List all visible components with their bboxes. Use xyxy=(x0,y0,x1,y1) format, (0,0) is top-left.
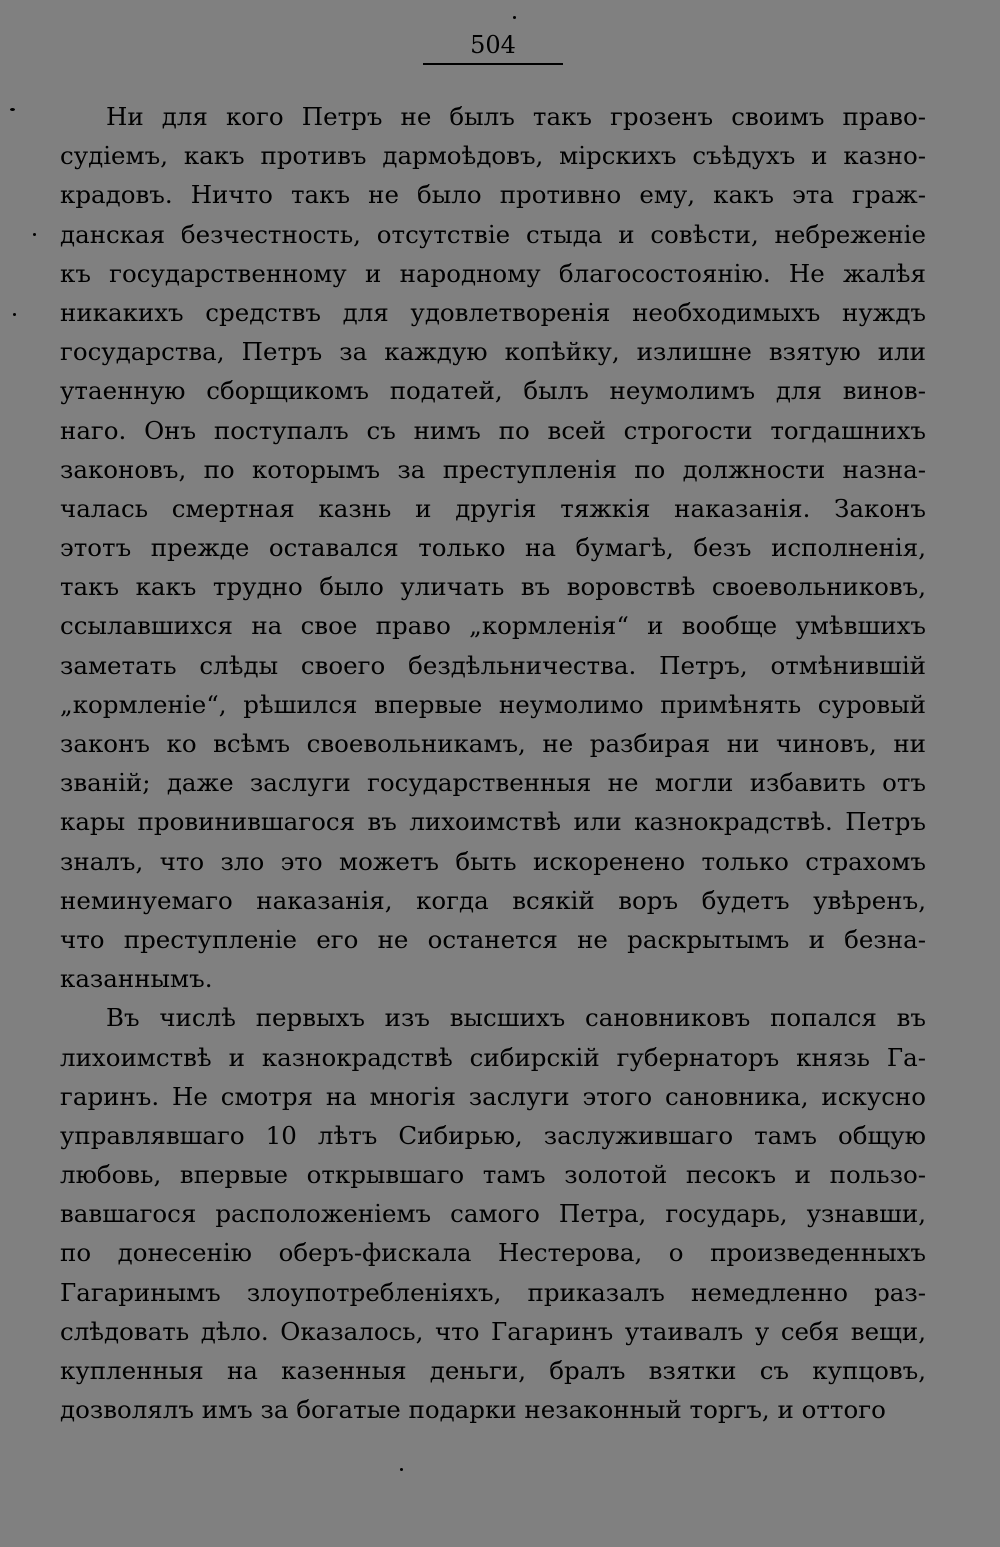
body-text xyxy=(60,97,926,1429)
text-line: заметать слѣды своего бездѣльничества. Петръ, отмѣнившій xyxy=(60,650,926,680)
text-line: вавшагося расположеніемъ самого Петра, государь, узнавши, xyxy=(60,1199,926,1229)
text-line: кары провинившагося въ лихоимствѣ или казнокрадствѣ. Петръ xyxy=(60,807,926,837)
text-line: что преступленіе его не останется не раскрытымъ и безна- xyxy=(60,924,926,954)
text-line: гаринъ. Не смотря на многія заслуги этого сановника, искусно xyxy=(60,1081,926,1111)
scan-speck xyxy=(13,313,16,316)
text-line: званій; даже заслуги государственныя не могли избавить отъ xyxy=(60,768,926,798)
text-line: утаенную сборщикомъ податей, былъ неумолимъ для винов- xyxy=(60,376,926,406)
text-line: судіемъ, какъ противъ дармоѣдовъ, мірскихъ съѣдухъ и казно- xyxy=(60,141,926,171)
text-line: крадовъ. Ничто такъ не было противно ему, какъ эта граж- xyxy=(60,180,926,210)
text-line: законовъ, по которымъ за преступленія по должности назна- xyxy=(60,454,926,484)
text-line: ссылавшихся на свое право „кормленія“ и вообще умѣвшихъ xyxy=(60,611,926,641)
text-line: неминуемаго наказанія, когда всякій воръ будетъ увѣренъ, xyxy=(60,885,926,915)
text-line: этотъ прежде оставался только на бумагѣ, безъ исполненія, xyxy=(60,533,926,563)
paragraph xyxy=(60,998,926,1429)
text-line: законъ ко всѣмъ своевольникамъ, не разбирая ни чиновъ, ни xyxy=(60,729,926,758)
text-line: Гагаринымъ злоупотребленіяхъ, приказалъ немедленно раз- xyxy=(60,1277,926,1307)
text-line: слѣдовать дѣло. Оказалось, что Гагаринъ утаивалъ у себя вещи, xyxy=(60,1316,926,1346)
page-number-rule xyxy=(423,63,563,65)
text-line: „кормленіе“, рѣшился впервые неумолимо примѣнять суровый xyxy=(60,689,926,719)
text-line: Въ числѣ первыхъ изъ высшихъ сановниковъ попался въ xyxy=(106,1003,926,1033)
text-line: такъ какъ трудно было уличать въ воровствѣ своевольниковъ, xyxy=(60,572,926,602)
paragraph xyxy=(60,97,926,998)
page-number: 504 xyxy=(470,31,516,59)
scan-speck xyxy=(400,1468,403,1471)
text-line: данская безчестность, отсутствіе стыда и совѣсти, небреженіе xyxy=(60,219,926,249)
text-line: наго. Онъ поступалъ съ нимъ по всей строгости тогдашнихъ xyxy=(60,415,926,445)
text-line: дозволялъ имъ за богатые подарки незаконный торгъ, и оттого xyxy=(60,1395,886,1425)
scan-speck xyxy=(33,233,36,236)
text-line: лихоимствѣ и казнокрадствѣ сибирскій губернаторъ князь Га- xyxy=(60,1042,926,1072)
text-line: къ государственному и народному благосостоянію. Не жалѣя xyxy=(60,258,926,288)
text-line: любовь, впервые открывшаго тамъ золотой песокъ и пользо- xyxy=(60,1160,926,1190)
text-line: зналъ, что зло это можетъ быть искоренено только страхомъ xyxy=(60,846,926,876)
scan-speck xyxy=(10,108,15,111)
text-line: никакихъ средствъ для удовлетворенія необходимыхъ нуждъ xyxy=(60,297,926,327)
text-line: Ни для кого Петръ не былъ такъ грозенъ своимъ право- xyxy=(106,102,926,131)
text-line: государства, Петръ за каждую копѣйку, излишне взятую или xyxy=(60,337,926,367)
text-line: купленныя на казенныя деньги, бралъ взятки съ купцовъ, xyxy=(60,1356,926,1385)
text-line: по донесенію оберъ-фискала Нестерова, о произведенныхъ xyxy=(60,1238,926,1268)
text-line: казаннымъ. xyxy=(60,964,213,994)
text-line: чалась смертная казнь и другія тяжкія наказанія. Законъ xyxy=(60,493,926,523)
scan-speck xyxy=(513,16,516,19)
text-line: управлявшаго 10 лѣтъ Сибирью, заслужившаго тамъ общую xyxy=(60,1120,926,1150)
